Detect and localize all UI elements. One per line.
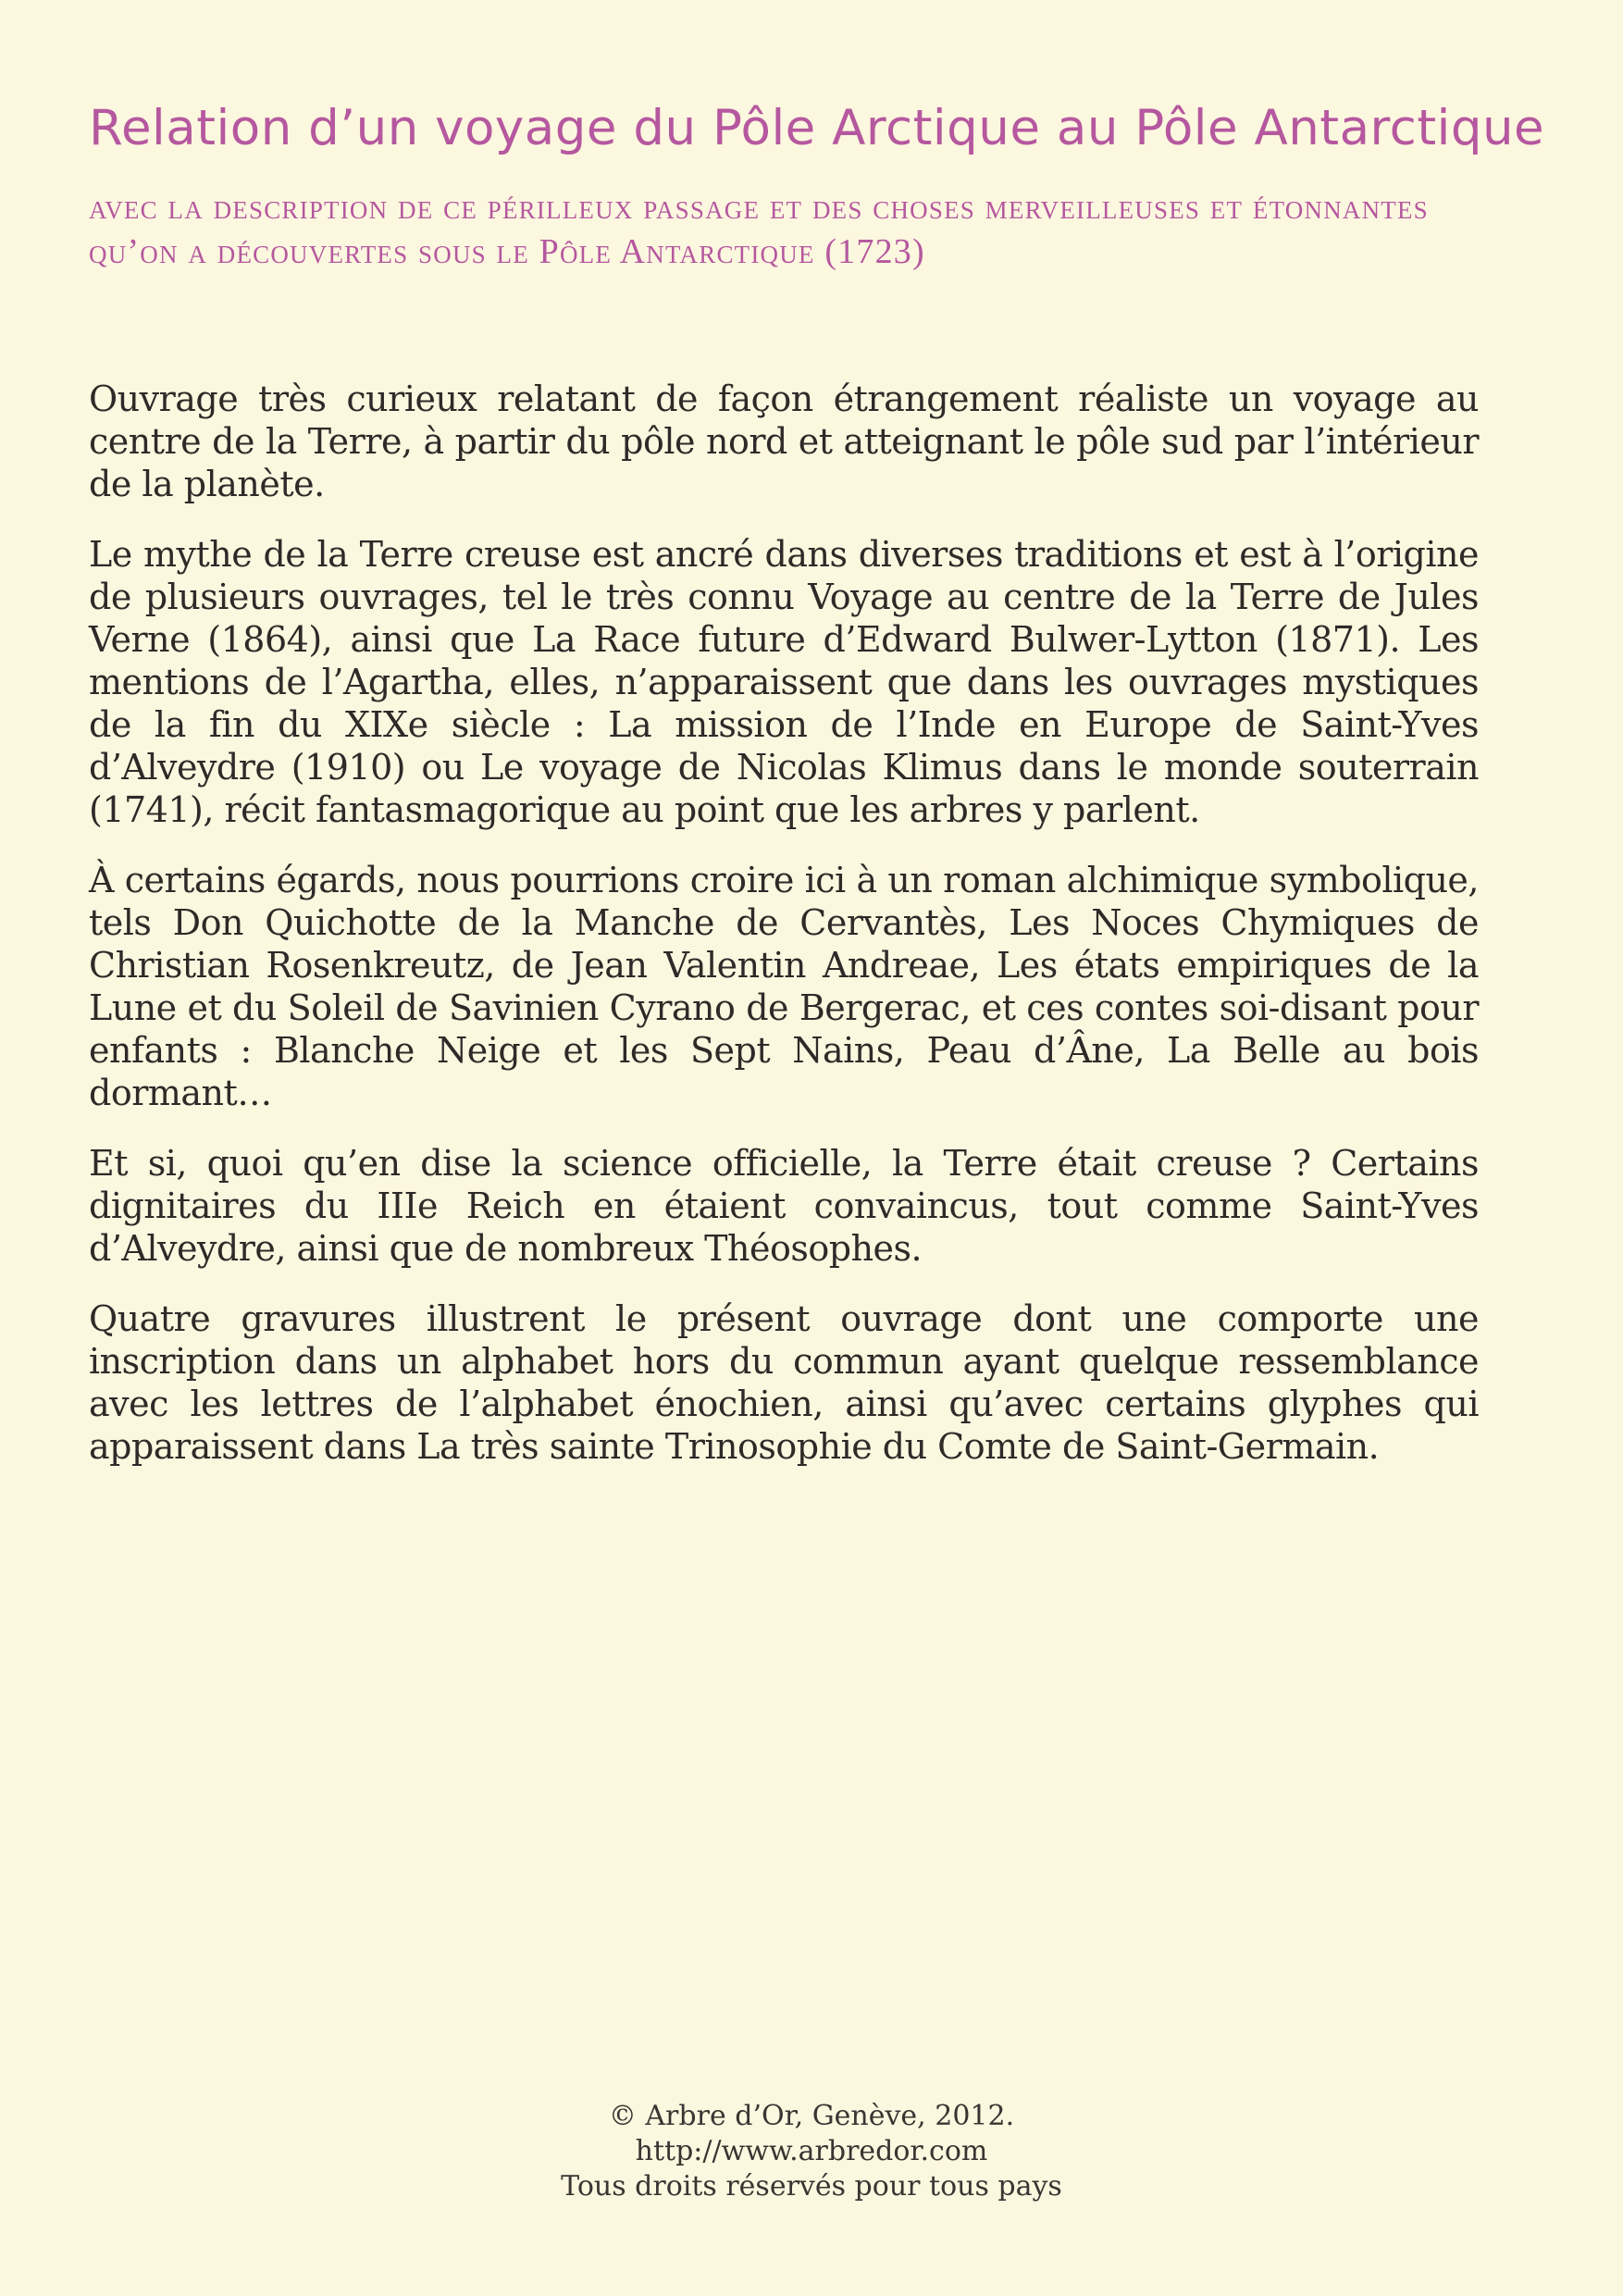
page-title: Relation d’un voyage du Pôle Arctique au Pôle Antarctique <box>89 100 1545 156</box>
paragraph: À certains égards, nous pourrions croire ici à un roman alchimique symbolique, tels Don Quichotte de la Manche de Cervantès, Les Noces Chymiques de Christian Rosenkreutz, de Jean Valentin Andreae, Les états empiriques de la Lune et du Soleil de Savinien Cyrano de Bergerac, et ces contes soi-disant pour enfants : Blanche Neige et les Sept Nains, Peau d’Âne, La Belle au bois dormant… <box>89 860 1479 1113</box>
paragraph: Le mythe de la Terre creuse est ancré dans diverses traditions et est à l’origine de plusieurs ouvrages, tel le très connu Voyage au centre de la Terre de Jules Verne (1864), ainsi que La Race future d’Edward Bulwer-Lytton (1871). Les mentions de l’Agartha, elles, n’apparaissent que dans les ouvrages mystiques de la fin du XIXe siècle : La mission de l’Inde en Europe de Saint-Yves d’Alveydre (1910) ou Le voyage de Nicolas Klimus dans le monde souterrain (1741), récit fantasmagorique au point que les arbres y parlent. <box>89 534 1479 830</box>
paragraph: Quatre gravures illustrent le présent ouvrage dont une comporte une inscription dans un alphabet hors du commun ayant quelque ressemblance avec les lettres de l’alphabet énochien, ainsi qu’avec certains glyphes qui apparaissent dans La très sainte Trinosophie du Comte de Saint-Germain. <box>89 1298 1479 1467</box>
website-url: http://www.arbredor.com <box>635 2135 988 2167</box>
footer <box>0 2099 1623 2204</box>
paragraph: Et si, quoi qu’en dise la science officielle, la Terre était creuse ? Certains dignitaires du IIIe Reich en étaient convaincus, tout comme Saint-Yves d’Alveydre, ainsi que de nombreux Théosophes. <box>89 1143 1479 1269</box>
paragraph: Ouvrage très curieux relatant de façon étrangement réaliste un voyage au centre de la Terre, à partir du pôle nord et atteignant le pôle sud par l’intérieur de la planète. <box>89 379 1479 504</box>
copyright-line: © Arbre d’Or, Genève, 2012. <box>608 2100 1015 2132</box>
rights-notice: Tous droits réservés pour tous pays <box>561 2170 1062 2203</box>
page-subtitle: avec la description de ce périlleux passage et des choses merveilleuses et étonnantes qu’on a découvertes sous le Pôle Antarctique (1723) <box>89 188 1429 271</box>
body-text <box>89 378 1479 1496</box>
